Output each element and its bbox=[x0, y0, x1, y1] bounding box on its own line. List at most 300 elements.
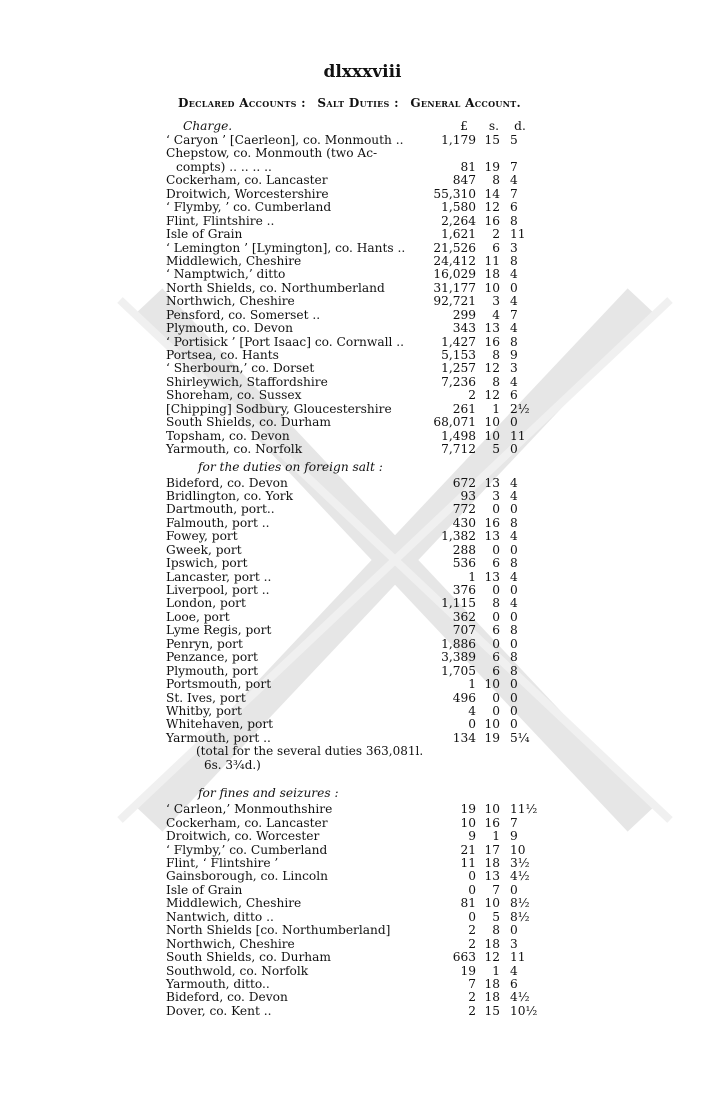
pounds-value: 1,382 bbox=[441, 529, 476, 544]
pounds-value: 92,721 bbox=[433, 294, 476, 309]
place-name: Lyme Regis, port bbox=[166, 623, 272, 638]
section-total bbox=[166, 745, 538, 773]
place-name: ‘ Carleon,’ Monmouthshire bbox=[166, 802, 333, 817]
table-row bbox=[166, 242, 538, 255]
table-row bbox=[166, 857, 538, 870]
table-row bbox=[166, 255, 538, 268]
pounds-value: 68,071 bbox=[433, 415, 476, 430]
pence-value: 5 bbox=[510, 133, 518, 147]
place-name: Whitehaven, port bbox=[166, 717, 274, 732]
pence-value: 8 bbox=[510, 556, 518, 571]
pence-value: 0 bbox=[510, 636, 518, 651]
table-row bbox=[166, 544, 538, 557]
table-row bbox=[166, 188, 538, 201]
table-row bbox=[166, 803, 538, 816]
shillings-value: 12 bbox=[484, 200, 500, 215]
pence-value: 8 bbox=[510, 515, 518, 530]
table-row bbox=[166, 389, 538, 402]
table-row bbox=[166, 870, 538, 883]
place-name: South Shields, co. Durham bbox=[166, 950, 331, 965]
pence-value: 11½ bbox=[510, 802, 538, 817]
table-row bbox=[166, 624, 538, 637]
shillings-value: 10 bbox=[484, 280, 500, 295]
shillings-value: 3 bbox=[492, 294, 500, 309]
pounds-value: 1,257 bbox=[441, 361, 476, 376]
place-name: ‘ Namptwich,’ ditto bbox=[166, 267, 286, 282]
table-row bbox=[166, 924, 538, 937]
table-row bbox=[166, 174, 538, 187]
pounds-value: 5,153 bbox=[441, 348, 476, 362]
table-row bbox=[166, 951, 538, 964]
pounds-value: 2 bbox=[468, 923, 476, 938]
place-name: Northwich, Cheshire bbox=[166, 294, 295, 309]
place-name: Chepstow, co. Monmouth (two Ac- bbox=[166, 146, 378, 161]
place-name: Shirleywich, Staffordshire bbox=[166, 374, 328, 389]
pence-value: 10 bbox=[510, 842, 526, 857]
table-row bbox=[166, 1005, 538, 1018]
place-name: ‘ Flymby,’ co. Cumberland bbox=[166, 842, 328, 857]
place-name: Portsmouth, port bbox=[166, 677, 272, 692]
shillings-value: 3 bbox=[492, 488, 500, 503]
place-name: ‘ Lemington ’ [Lymington], co. Hants .. bbox=[166, 240, 406, 255]
pounds-value: 81 bbox=[460, 896, 476, 911]
place-name: Looe, port bbox=[166, 609, 230, 624]
pounds-value: 1,498 bbox=[441, 428, 476, 443]
pence-value: 8½ bbox=[510, 909, 530, 924]
pence-value: 7 bbox=[510, 186, 518, 201]
table-row bbox=[166, 336, 538, 349]
pounds-header: £ bbox=[460, 119, 468, 133]
table-row bbox=[166, 732, 538, 745]
place-name: ‘ Flymby, ’ co. Cumberland bbox=[166, 200, 332, 215]
pounds-value: 19 bbox=[460, 802, 476, 817]
pence-value: 2½ bbox=[510, 401, 530, 416]
shillings-value: 11 bbox=[484, 253, 500, 268]
pounds-value: 1 bbox=[468, 569, 476, 584]
shillings-value: 6 bbox=[492, 650, 500, 665]
pence-value: 11 bbox=[510, 950, 526, 965]
place-name: ‘ Caryon ’ [Caerleon], co. Monmouth .. bbox=[166, 133, 404, 147]
table-row bbox=[166, 557, 538, 570]
place-name-continued: compts) .. .. .. .. bbox=[176, 159, 272, 174]
shillings-value: 18 bbox=[484, 267, 500, 282]
pounds-value: 2 bbox=[468, 936, 476, 951]
pounds-value: 1 bbox=[468, 677, 476, 692]
pounds-value: 16,029 bbox=[433, 267, 476, 282]
table-row bbox=[166, 295, 538, 308]
page-number: dlxxxviii bbox=[323, 62, 402, 82]
pence-value: 4 bbox=[510, 529, 518, 544]
table-row bbox=[166, 678, 538, 691]
shillings-value: 15 bbox=[484, 1003, 500, 1018]
pence-value: 7 bbox=[510, 815, 518, 830]
place-name: Lancaster, port .. bbox=[166, 569, 272, 584]
pounds-value: 2 bbox=[468, 1003, 476, 1018]
shillings-value: 0 bbox=[492, 609, 500, 624]
pence-value: 8 bbox=[510, 253, 518, 268]
table-row bbox=[166, 844, 538, 857]
column-header-row bbox=[166, 118, 538, 134]
pence-value: 7 bbox=[510, 159, 518, 174]
pence-value: 4 bbox=[510, 475, 518, 490]
pounds-value: 362 bbox=[452, 609, 476, 624]
shillings-value: 12 bbox=[484, 950, 500, 965]
shillings-value: 16 bbox=[484, 213, 500, 228]
shillings-value: 0 bbox=[492, 636, 500, 651]
heading-part-2: Salt Duties : bbox=[317, 96, 399, 110]
shillings-value: 13 bbox=[484, 321, 500, 336]
place-name: Flint, ‘ Flintshire ’ bbox=[166, 856, 279, 870]
charge-label: Charge. bbox=[183, 119, 233, 133]
pence-value: 0 bbox=[510, 923, 518, 938]
pounds-value: 24,412 bbox=[433, 253, 476, 268]
place-name: ‘ Sherbourn,’ co. Dorset bbox=[166, 361, 315, 376]
section-title bbox=[166, 783, 538, 803]
place-name: Penryn, port bbox=[166, 636, 243, 651]
table-row bbox=[166, 978, 538, 991]
shillings-value: 1 bbox=[492, 829, 500, 844]
pence-value: 0 bbox=[510, 717, 518, 732]
pounds-value: 707 bbox=[452, 623, 476, 638]
pence-value: 0 bbox=[510, 609, 518, 624]
shillings-value: 10 bbox=[484, 802, 500, 817]
table-row bbox=[166, 991, 538, 1004]
shillings-value: 13 bbox=[484, 569, 500, 584]
place-name: Falmouth, port .. bbox=[166, 515, 270, 530]
table-row bbox=[166, 884, 538, 897]
pounds-value: 7 bbox=[468, 976, 476, 991]
pence-value: 3 bbox=[510, 240, 518, 255]
shillings-value: 5 bbox=[492, 909, 500, 924]
table-row-continued bbox=[166, 161, 538, 174]
place-name: South Shields, co. Durham bbox=[166, 415, 331, 430]
pence-value: 5¼ bbox=[510, 730, 530, 745]
pounds-value: 2,264 bbox=[441, 213, 476, 228]
shillings-value: 2 bbox=[492, 227, 500, 242]
pence-value: 9 bbox=[510, 348, 518, 362]
pounds-value: 19 bbox=[460, 963, 476, 978]
place-name: Topsham, co. Devon bbox=[166, 428, 290, 443]
pounds-value: 134 bbox=[452, 730, 476, 745]
table-row bbox=[166, 638, 538, 651]
pence-value: 0 bbox=[510, 690, 518, 705]
pounds-value: 21 bbox=[460, 842, 476, 857]
pence-value: 4 bbox=[510, 596, 518, 611]
shillings-value: 8 bbox=[492, 923, 500, 938]
pounds-value: 663 bbox=[452, 950, 476, 965]
table-row bbox=[166, 517, 538, 530]
pounds-value: 0 bbox=[468, 882, 476, 897]
pence-value: 6 bbox=[510, 200, 518, 215]
pounds-value: 536 bbox=[452, 556, 476, 571]
shillings-value: 15 bbox=[484, 133, 500, 147]
total-line-1: (total for the several duties 363,081l. bbox=[196, 744, 424, 759]
shillings-value: 0 bbox=[492, 703, 500, 718]
place-name: Bridlington, co. York bbox=[166, 488, 293, 503]
shillings-value: 4 bbox=[492, 307, 500, 322]
shillings-value: 6 bbox=[492, 623, 500, 638]
shillings-value: 6 bbox=[492, 240, 500, 255]
shillings-value: 17 bbox=[484, 842, 500, 857]
pounds-value: 1,621 bbox=[441, 227, 476, 242]
pounds-value: 1,580 bbox=[441, 200, 476, 215]
shillings-value: 18 bbox=[484, 976, 500, 991]
pounds-value: 21,526 bbox=[433, 240, 476, 255]
pounds-value: 9 bbox=[468, 829, 476, 844]
table-row bbox=[166, 228, 538, 241]
place-name: Flint, Flintshire .. bbox=[166, 213, 275, 228]
table-row bbox=[166, 938, 538, 951]
pounds-value: 3,389 bbox=[441, 650, 476, 665]
heading-part-3: General Account. bbox=[410, 96, 521, 110]
pounds-value: 288 bbox=[452, 542, 476, 557]
table-row bbox=[166, 584, 538, 597]
place-name: Nantwich, ditto .. bbox=[166, 909, 274, 924]
shillings-value: 10 bbox=[484, 677, 500, 692]
place-name: Penzance, port bbox=[166, 650, 258, 665]
pounds-value: 772 bbox=[452, 502, 476, 517]
shillings-value: 12 bbox=[484, 361, 500, 376]
pounds-value: 847 bbox=[452, 173, 476, 188]
pence-value: 7 bbox=[510, 307, 518, 322]
place-name: Gainsborough, co. Lincoln bbox=[166, 869, 329, 884]
shillings-value: 18 bbox=[484, 936, 500, 951]
pounds-value: 376 bbox=[452, 583, 476, 597]
place-name: North Shields, co. Northumberland bbox=[166, 280, 385, 295]
place-name: North Shields [co. Northumberland] bbox=[166, 923, 391, 938]
pounds-value: 0 bbox=[468, 717, 476, 732]
place-name: Yarmouth, port .. bbox=[166, 730, 271, 745]
pounds-value: 1,179 bbox=[441, 133, 476, 147]
table-row bbox=[166, 477, 538, 490]
pounds-value: 81 bbox=[460, 159, 476, 174]
section-title bbox=[166, 457, 538, 477]
table-row bbox=[166, 571, 538, 584]
pence-value: 4 bbox=[510, 374, 518, 389]
place-name: Southwold, co. Norfolk bbox=[166, 963, 309, 978]
pence-value: 10½ bbox=[510, 1003, 538, 1018]
table-row bbox=[166, 268, 538, 281]
pence-value: 4 bbox=[510, 488, 518, 503]
table-row bbox=[166, 309, 538, 322]
pounds-value: 0 bbox=[468, 869, 476, 884]
pounds-value: 2 bbox=[468, 388, 476, 403]
place-name: ‘ Portisick ’ [Port Isaac] co. Cornwall .. bbox=[166, 334, 405, 349]
table-row bbox=[166, 705, 538, 718]
shillings-value: 13 bbox=[484, 529, 500, 544]
shillings-value: 13 bbox=[484, 475, 500, 490]
shillings-value: 12 bbox=[484, 388, 500, 403]
pence-value: 8 bbox=[510, 334, 518, 349]
shillings-value: 10 bbox=[484, 896, 500, 911]
shillings-header: s. bbox=[488, 119, 500, 133]
place-name: Pensford, co. Somerset .. bbox=[166, 307, 321, 322]
table-row bbox=[166, 349, 538, 362]
shillings-value: 7 bbox=[492, 882, 500, 897]
pence-value: 4 bbox=[510, 267, 518, 282]
table-row bbox=[166, 376, 538, 389]
heading-part-1: Declared Accounts : bbox=[178, 96, 306, 110]
table-row bbox=[166, 134, 538, 147]
pence-value: 0 bbox=[510, 882, 518, 897]
table-row bbox=[166, 665, 538, 678]
pounds-value: 10 bbox=[460, 815, 476, 830]
place-name: Gweek, port bbox=[166, 542, 242, 557]
page-heading bbox=[178, 96, 528, 110]
place-name: Yarmouth, co. Norfolk bbox=[166, 442, 303, 457]
table-row bbox=[166, 718, 538, 731]
table-row bbox=[166, 692, 538, 705]
pounds-value: 343 bbox=[452, 321, 476, 336]
place-name: Isle of Grain bbox=[166, 882, 243, 897]
place-name: Dover, co. Kent .. bbox=[166, 1003, 272, 1018]
account-table bbox=[166, 118, 538, 1018]
place-name: Shoreham, co. Sussex bbox=[166, 388, 302, 403]
pounds-value: 1,427 bbox=[441, 334, 476, 349]
pence-value: 4 bbox=[510, 173, 518, 188]
pence-value: 6 bbox=[510, 976, 518, 991]
shillings-value: 8 bbox=[492, 173, 500, 188]
total-line-2: 6s. 3¾d.) bbox=[204, 757, 261, 772]
pounds-value: 672 bbox=[452, 475, 476, 490]
table-row bbox=[166, 282, 538, 295]
place-name: Northwich, Cheshire bbox=[166, 936, 295, 951]
pounds-value: 0 bbox=[468, 909, 476, 924]
place-name: Middlewich, Cheshire bbox=[166, 896, 302, 911]
pence-value: 4 bbox=[510, 569, 518, 584]
pence-value: 4 bbox=[510, 294, 518, 309]
shillings-value: 1 bbox=[492, 401, 500, 416]
pounds-value: 496 bbox=[452, 690, 476, 705]
place-name: Ipswich, port bbox=[166, 556, 248, 571]
pence-value: 4 bbox=[510, 963, 518, 978]
pounds-value: 31,177 bbox=[433, 280, 476, 295]
table-row bbox=[166, 530, 538, 543]
pence-value: 8 bbox=[510, 623, 518, 638]
pence-value: 3 bbox=[510, 361, 518, 376]
pounds-value: 1,705 bbox=[441, 663, 476, 678]
section-title-text: for the duties on foreign salt : bbox=[198, 459, 383, 474]
place-name: Whitby, port bbox=[166, 703, 242, 718]
pounds-value: 299 bbox=[452, 307, 476, 322]
shillings-value: 6 bbox=[492, 663, 500, 678]
table-row bbox=[166, 322, 538, 335]
table-row bbox=[166, 503, 538, 516]
place-name: Bideford, co. Devon bbox=[166, 475, 288, 490]
shillings-value: 8 bbox=[492, 374, 500, 389]
shillings-value: 16 bbox=[484, 334, 500, 349]
table-row bbox=[166, 597, 538, 610]
place-name: [Chipping] Sodbury, Gloucestershire bbox=[166, 401, 392, 416]
shillings-value: 0 bbox=[492, 690, 500, 705]
pounds-value: 7,236 bbox=[441, 374, 476, 389]
place-name: Droitwich, Worcestershire bbox=[166, 186, 329, 201]
pounds-value: 430 bbox=[452, 515, 476, 530]
table-row bbox=[166, 147, 538, 160]
pounds-value: 261 bbox=[452, 401, 476, 416]
table-row bbox=[166, 897, 538, 910]
table-row bbox=[166, 362, 538, 375]
place-name: Dartmouth, port.. bbox=[166, 502, 275, 517]
shillings-value: 0 bbox=[492, 502, 500, 517]
pounds-value: 1,886 bbox=[441, 636, 476, 651]
place-name: Plymouth, co. Devon bbox=[166, 321, 293, 336]
shillings-value: 5 bbox=[492, 442, 500, 457]
shillings-value: 8 bbox=[492, 596, 500, 611]
pence-value: 11 bbox=[510, 428, 526, 443]
pence-value: 0 bbox=[510, 442, 518, 457]
pence-value: 0 bbox=[510, 415, 518, 430]
pounds-value: 7,712 bbox=[441, 442, 476, 457]
place-name: Plymouth, port bbox=[166, 663, 259, 678]
table-row bbox=[166, 403, 538, 416]
shillings-value: 18 bbox=[484, 990, 500, 1005]
pence-value: 4 bbox=[510, 321, 518, 336]
pence-value: 8 bbox=[510, 213, 518, 228]
table-row bbox=[166, 490, 538, 503]
pence-value: 8 bbox=[510, 663, 518, 678]
pence-value: 3 bbox=[510, 936, 518, 951]
table-row bbox=[166, 817, 538, 830]
place-name: Bideford, co. Devon bbox=[166, 990, 288, 1005]
table-row bbox=[166, 911, 538, 924]
pounds-value: 2 bbox=[468, 990, 476, 1005]
pounds-value: 11 bbox=[460, 856, 476, 870]
pence-value: 0 bbox=[510, 502, 518, 517]
shillings-value: 6 bbox=[492, 556, 500, 571]
pence-value: 4½ bbox=[510, 869, 530, 884]
pounds-value: 1,115 bbox=[441, 596, 476, 611]
shillings-value: 14 bbox=[484, 186, 500, 201]
place-name: London, port bbox=[166, 596, 246, 611]
pence-value: 8½ bbox=[510, 896, 530, 911]
shillings-value: 8 bbox=[492, 348, 500, 362]
place-name: Isle of Grain bbox=[166, 227, 243, 242]
table-row bbox=[166, 443, 538, 456]
pence-value: 11 bbox=[510, 227, 526, 242]
shillings-value: 10 bbox=[484, 717, 500, 732]
shillings-value: 16 bbox=[484, 815, 500, 830]
pence-value: 3½ bbox=[510, 856, 530, 870]
pence-value: 9 bbox=[510, 829, 518, 844]
pounds-value: 55,310 bbox=[433, 186, 476, 201]
shillings-value: 1 bbox=[492, 963, 500, 978]
shillings-value: 19 bbox=[484, 730, 500, 745]
shillings-value: 13 bbox=[484, 869, 500, 884]
place-name: Yarmouth, ditto.. bbox=[166, 976, 270, 991]
pounds-value: 93 bbox=[460, 488, 476, 503]
shillings-value: 0 bbox=[492, 542, 500, 557]
pence-value: 0 bbox=[510, 677, 518, 692]
pence-value: 0 bbox=[510, 542, 518, 557]
place-name: Cockerham, co. Lancaster bbox=[166, 173, 328, 188]
shillings-value: 0 bbox=[492, 583, 500, 597]
place-name: Portsea, co. Hants bbox=[166, 348, 279, 362]
table-row bbox=[166, 830, 538, 843]
shillings-value: 10 bbox=[484, 428, 500, 443]
table-row bbox=[166, 416, 538, 429]
table-row bbox=[166, 965, 538, 978]
place-name: Middlewich, Cheshire bbox=[166, 253, 302, 268]
place-name: Droitwich, co. Worcester bbox=[166, 829, 320, 844]
pence-value: 4½ bbox=[510, 990, 530, 1005]
pence-value: 8 bbox=[510, 650, 518, 665]
pence-value: 0 bbox=[510, 583, 518, 597]
pence-value: 6 bbox=[510, 388, 518, 403]
table-row bbox=[166, 611, 538, 624]
place-name: Fowey, port bbox=[166, 529, 238, 544]
place-name: Cockerham, co. Lancaster bbox=[166, 815, 328, 830]
